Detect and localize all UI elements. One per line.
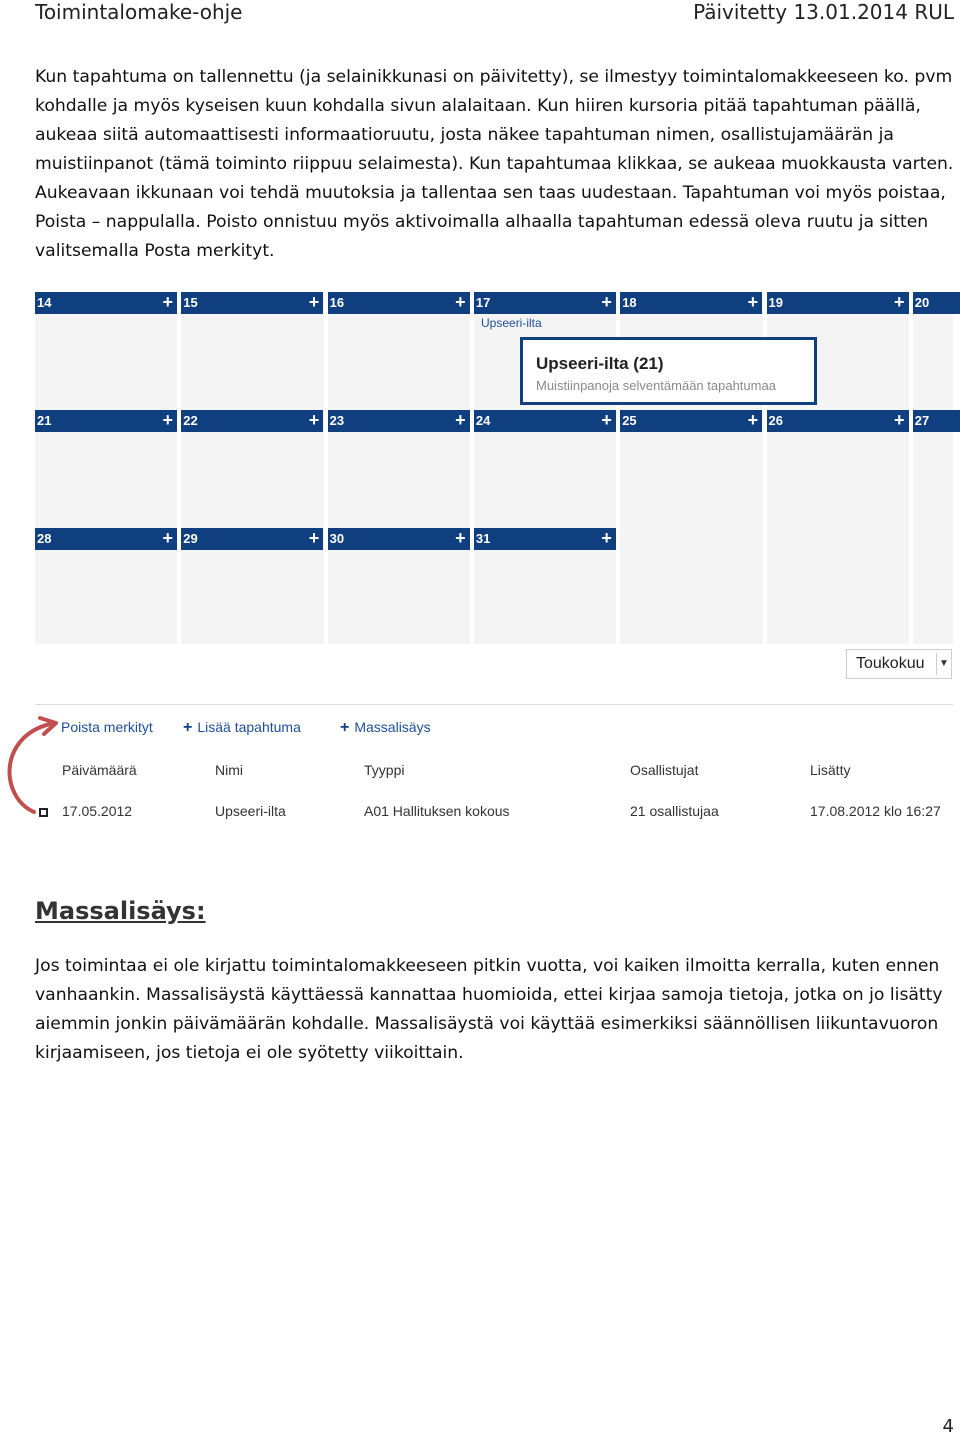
calendar-day-number: 27: [914, 413, 930, 428]
calendar-day-19[interactable]: [767, 292, 909, 314]
calendar-day-21[interactable]: [35, 410, 177, 432]
calendar-day-14[interactable]: [35, 292, 177, 314]
calendar-day-number: 15: [183, 295, 198, 310]
page-number: 4: [942, 1416, 954, 1437]
calendar-day-number: 28: [37, 531, 52, 546]
popup-title: Upseeri-ilta (21): [536, 354, 664, 373]
add-event-label: Lisää tapahtuma: [197, 719, 301, 735]
plus-icon[interactable]: +: [455, 410, 466, 430]
calendar-day-number: 29: [183, 531, 198, 546]
table-cell-date: 17.05.2012: [62, 803, 133, 819]
calendar-day-number: 25: [622, 413, 637, 428]
calendar-day-number: 24: [475, 413, 491, 428]
calendar-day-number: 16: [329, 295, 345, 310]
plus-icon: +: [340, 719, 350, 736]
plus-icon[interactable]: +: [893, 410, 905, 430]
plus-icon[interactable]: +: [747, 292, 759, 312]
calendar-day-number: 22: [183, 413, 198, 428]
updated-date: Päivitetty 13.01.2014 RUL: [693, 0, 954, 24]
calendar-column-divider: [177, 292, 181, 644]
plus-icon[interactable]: +: [308, 292, 320, 312]
calendar-day-number: 19: [768, 295, 783, 310]
divider: [35, 704, 953, 705]
delete-marked-button[interactable]: [61, 719, 153, 735]
calendar-day-header: [328, 528, 470, 550]
calendar-day-18[interactable]: [620, 292, 762, 314]
calendar-day-header: [767, 292, 909, 314]
calendar-day-30[interactable]: [328, 528, 470, 550]
table-header-name[interactable]: Nimi: [215, 762, 243, 778]
calendar-day-16[interactable]: [328, 292, 470, 314]
document-title: Toimintalomake-ohje: [35, 0, 243, 24]
calendar-day-23[interactable]: [328, 410, 470, 432]
calendar-day-number: 23: [329, 413, 345, 428]
calendar-column-divider: [324, 292, 328, 644]
calendar-day-number: 21: [37, 413, 52, 428]
plus-icon[interactable]: +: [162, 292, 173, 312]
intro-paragraph: Kun tapahtuma on tallennettu (ja selainikkunasi on päivitetty), se ilmestyy toimintalomakkeeseen ko. pvm kohdalle ja myös kyseisen kuun kohdalla sivun alalaitaan. Kun hiiren kursoria pitää tapahtuman päällä, aukeaa siitä automaattisesti informaatioruutu, josta näkee tapahtuman nimen, osallistujamäärän ja muistiinpanot (tämä toiminto riippuu selaimesta). Kun tapahtumaa klikkaa, se aukeaa muokkausta varten. Aukeavaan ikkunaan voi tehdä muutoksia ja tallentaa sen taas uudestaan. Tapahtuman voi myös poistaa, Poista – nappulalla. Poisto onnistuu myös aktivoimalla alhaalla tapahtuman edessä oleva ruutu ja sitten valitsemalla Posta merkityt.: [35, 67, 954, 261]
popup-note: Muistiinpanoja selventämään tapahtumaa: [536, 378, 776, 393]
calendar-day-header: [181, 410, 323, 432]
plus-icon[interactable]: +: [455, 528, 466, 548]
calendar-column-divider: [470, 292, 474, 644]
plus-icon[interactable]: +: [455, 292, 466, 312]
calendar-day-31[interactable]: [474, 528, 616, 550]
calendar-day-20[interactable]: [913, 292, 960, 314]
plus-icon[interactable]: +: [601, 410, 612, 430]
calendar-day-header: [474, 292, 616, 314]
add-event-button[interactable]: [183, 719, 301, 737]
delete-marked-label: Poista merkityt: [61, 719, 153, 735]
calendar-day-header: [35, 410, 177, 432]
event-info-popup: [520, 337, 817, 405]
section-heading: Massalisäys:: [35, 897, 206, 925]
table-cell-participants: 21 osallistujaa: [630, 803, 719, 819]
calendar-day-number: 17: [475, 295, 491, 310]
calendar-day-header: [620, 292, 762, 314]
calendar-day-header: [328, 410, 470, 432]
plus-icon[interactable]: +: [601, 528, 612, 548]
calendar-day-number: 26: [768, 413, 783, 428]
plus-icon[interactable]: +: [893, 292, 905, 312]
table-header-participants[interactable]: Osallistujat: [630, 762, 699, 778]
month-select-value: Toukokuu: [856, 655, 925, 672]
calendar-day-24[interactable]: [474, 410, 616, 432]
plus-icon[interactable]: +: [747, 410, 759, 430]
calendar-day-header: [767, 410, 909, 432]
calendar-day-header: [35, 292, 177, 314]
calendar-event-link[interactable]: Upseeri-ilta: [481, 316, 542, 330]
calendar-day-22[interactable]: [181, 410, 323, 432]
plus-icon: +: [183, 719, 193, 736]
table-cell-type: A01 Hallituksen kokous: [364, 803, 510, 819]
calendar-day-header: [620, 410, 762, 432]
calendar-day-header: [181, 292, 323, 314]
table-cell-added: 17.08.2012 klo 16:27: [810, 803, 941, 819]
table-cell-name[interactable]: Upseeri-ilta: [215, 803, 286, 819]
calendar-day-number: 30: [329, 531, 345, 546]
plus-icon[interactable]: +: [162, 410, 173, 430]
plus-icon[interactable]: +: [308, 528, 320, 548]
calendar-day-header: [474, 410, 616, 432]
bulk-add-paragraph: Jos toimintaa ei ole kirjattu toimintalomakkeeseen pitkin vuotta, voi kaiken ilmoitta kerralla, kuten ennen vanhaankin. Massalisäystä käyttäessä kannattaa huomioida, ettei kirjaa samoja tietoja, jotka on jo lisätty aiemmin jonkin päivämäärän kohdalle. Massalisäystä voi käyttää esimerkiksi säännöllisen liikuntavuoron kirjaamiseen, jos tietoja ei ole syötetty viikoittain.: [35, 956, 943, 1063]
calendar-day-29[interactable]: [181, 528, 323, 550]
calendar-day-15[interactable]: [181, 292, 323, 314]
calendar-day-27[interactable]: [913, 410, 960, 432]
dropdown-arrow-icon[interactable]: ▼: [936, 653, 951, 675]
calendar-day-17[interactable]: [474, 292, 616, 314]
plus-icon[interactable]: +: [601, 292, 612, 312]
calendar-column-divider: [909, 292, 913, 644]
calendar-day-header: [181, 528, 323, 550]
bulk-add-label: Massalisäys: [354, 719, 431, 735]
month-select[interactable]: [846, 649, 952, 679]
calendar-day-header: [328, 292, 470, 314]
curved-arrow-icon: [0, 712, 70, 822]
calendar-day-25[interactable]: [620, 410, 762, 432]
calendar-day-number: 20: [914, 295, 930, 310]
calendar-day-header: [35, 528, 177, 550]
plus-icon[interactable]: +: [162, 528, 173, 548]
calendar-day-number: 18: [622, 295, 637, 310]
calendar-day-26[interactable]: [767, 410, 909, 432]
table-header-date[interactable]: Päivämäärä: [62, 762, 137, 778]
calendar-day-number: 31: [475, 531, 491, 546]
table-header-added[interactable]: Lisätty: [810, 762, 851, 778]
checkbox-icon[interactable]: [39, 808, 48, 817]
calendar-day-header: [913, 410, 960, 432]
table-header-type[interactable]: Tyyppi: [364, 762, 405, 778]
calendar-day-number: 14: [37, 295, 52, 310]
bulk-add-button[interactable]: [340, 719, 431, 737]
calendar-day-header: [913, 292, 960, 314]
calendar-day-header: [474, 528, 616, 550]
plus-icon[interactable]: +: [308, 410, 320, 430]
calendar-day-28[interactable]: [35, 528, 177, 550]
